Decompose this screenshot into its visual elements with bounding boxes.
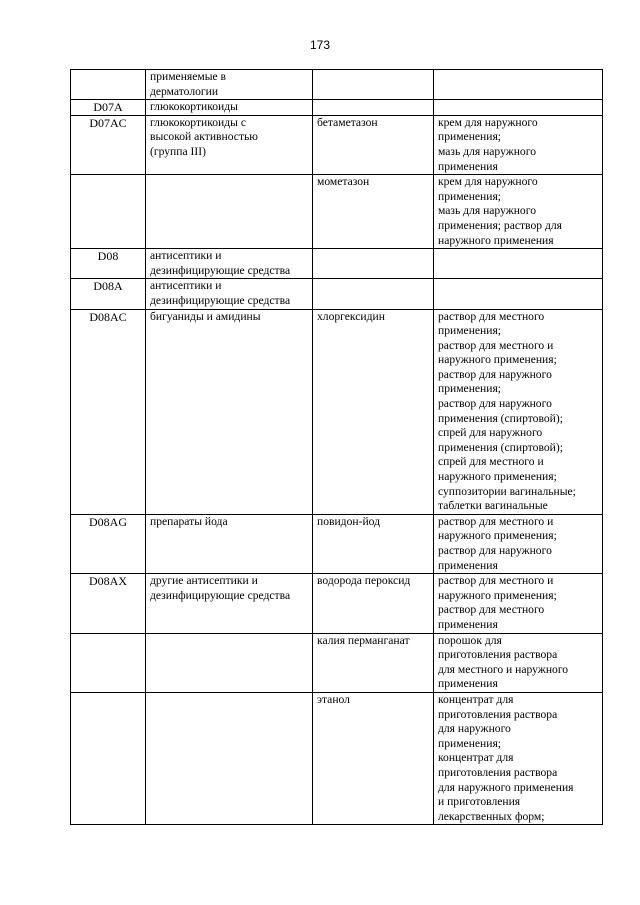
text-line: раствор для наружного	[438, 397, 552, 411]
text-line: повидон-йод	[317, 514, 381, 528]
text-line: применения (спиртовой);	[438, 411, 563, 425]
text-line: применяемые в	[150, 70, 227, 83]
text-line: раствор для местного	[438, 309, 545, 323]
atc-code-cell	[71, 692, 146, 824]
atc-code-cell	[71, 175, 146, 249]
group-name-cell	[146, 115, 313, 174]
dosage-forms-cell	[434, 100, 603, 116]
text-line: спрей для наружного	[438, 426, 543, 440]
text-line: приготовления раствора	[438, 765, 558, 779]
table-row	[71, 633, 603, 692]
page-number: 173	[309, 38, 331, 52]
text-line: и приготовления	[438, 795, 521, 809]
atc-code-cell: D07A	[71, 100, 146, 116]
text-line: мометазон	[317, 175, 370, 189]
atc-code-cell: D08AX	[71, 574, 146, 633]
text-line: высокой активностью	[150, 130, 258, 144]
table-row	[71, 249, 603, 279]
group-name-cell	[146, 514, 313, 573]
dosage-forms-cell	[434, 309, 603, 514]
atc-code-cell: D08AG	[71, 514, 146, 573]
text-line: суппозитории вагинальные;	[438, 484, 576, 498]
medicines-table	[70, 69, 603, 825]
text-line: мазь для наружного	[438, 204, 536, 218]
group-name-cell	[146, 249, 313, 279]
text-line: применения	[438, 159, 498, 173]
table-row	[71, 574, 603, 633]
atc-code-cell: D08AC	[71, 309, 146, 514]
text-line: дезинфицирующие средства	[150, 263, 291, 277]
text-line: антисептики и	[150, 249, 222, 263]
table-row	[71, 100, 603, 116]
dosage-forms-cell	[434, 692, 603, 824]
text-line: таблетки вагинальные	[438, 499, 548, 513]
atc-code-cell	[71, 633, 146, 692]
atc-code-cell	[71, 70, 146, 100]
text-line: наружного применения;	[438, 470, 557, 484]
text-line: этанол	[317, 692, 350, 706]
group-name-cell	[146, 279, 313, 309]
drug-name-cell	[313, 175, 434, 249]
dosage-forms-cell	[434, 175, 603, 249]
text-line: порошок для	[438, 633, 502, 647]
table-row	[71, 115, 603, 174]
text-line: наружного применения;	[438, 529, 557, 543]
group-name-cell	[146, 309, 313, 514]
text-line: для местного и наружного	[438, 662, 569, 676]
text-line: концентрат для	[438, 751, 514, 765]
group-name-cell	[146, 574, 313, 633]
drug-name-cell	[313, 309, 434, 514]
text-line: приготовления раствора	[438, 648, 558, 662]
text-line: глюкокортикоиды с	[150, 115, 246, 129]
text-line: концентрат для	[438, 692, 514, 706]
text-line: раствор для местного и	[438, 338, 554, 352]
drug-name-cell	[313, 249, 434, 279]
text-line: бигуаниды и амидины	[150, 309, 261, 323]
text-line: (группа III)	[150, 144, 206, 158]
drug-name-cell	[313, 100, 434, 116]
text-line: спрей для местного и	[438, 455, 544, 469]
drug-name-cell	[313, 692, 434, 824]
table-row	[71, 309, 603, 514]
text-line: антисептики и	[150, 279, 222, 293]
text-line: применения	[438, 558, 498, 572]
drug-name-cell	[313, 633, 434, 692]
text-line: раствор для местного	[438, 603, 545, 617]
table-row	[71, 70, 603, 100]
table-row	[71, 692, 603, 824]
table-row	[71, 279, 603, 309]
text-line: применения (спиртовой);	[438, 440, 563, 454]
group-name-cell	[146, 175, 313, 249]
drug-name-cell	[313, 574, 434, 633]
text-line: применения;	[438, 736, 502, 750]
text-line: раствор для местного и	[438, 514, 554, 528]
table-body	[71, 70, 603, 825]
text-line: водорода пероксид	[317, 574, 411, 588]
text-line: наружного применения;	[438, 353, 557, 367]
text-line: дерматологии	[150, 84, 219, 98]
text-line: дезинфицирующие средства	[150, 293, 291, 307]
drug-name-cell	[313, 279, 434, 309]
dosage-forms-cell	[434, 115, 603, 174]
text-line: калия перманганат	[317, 633, 410, 647]
dosage-forms-cell	[434, 249, 603, 279]
atc-code-cell: D08	[71, 249, 146, 279]
text-line: применения;	[438, 324, 502, 338]
text-line: дезинфицирующие средства	[150, 588, 291, 602]
text-line: мазь для наружного	[438, 144, 536, 158]
text-line: для наружного применения	[438, 780, 574, 794]
text-line: применения;	[438, 189, 502, 203]
text-line: другие антисептики и	[150, 574, 258, 588]
table-row	[71, 175, 603, 249]
dosage-forms-cell	[434, 279, 603, 309]
text-line: крем для наружного	[438, 175, 538, 189]
group-name-cell	[146, 100, 313, 116]
text-line: применения	[438, 677, 498, 691]
dosage-forms-cell	[434, 574, 603, 633]
text-line: раствор для местного и	[438, 574, 554, 588]
dosage-forms-cell	[434, 514, 603, 573]
text-line: применения;	[438, 130, 502, 144]
text-line: бетаметазон	[317, 115, 378, 129]
text-line: для наружного	[438, 722, 511, 736]
group-name-cell	[146, 70, 313, 100]
text-line: наружного применения;	[438, 588, 557, 602]
group-name-cell	[146, 633, 313, 692]
text-line: лекарственных форм;	[438, 809, 545, 823]
text-line: препараты йода	[150, 514, 228, 528]
text-line: применения; раствор для	[438, 218, 562, 232]
text-line: крем для наружного	[438, 115, 538, 129]
dosage-forms-cell	[434, 633, 603, 692]
text-line: раствор для наружного	[438, 367, 552, 381]
text-line: применения	[438, 617, 498, 631]
group-name-cell	[146, 692, 313, 824]
text-line: наружного применения	[438, 233, 554, 247]
dosage-forms-cell	[434, 70, 603, 100]
drug-name-cell	[313, 70, 434, 100]
table-row	[71, 514, 603, 573]
text-line: хлоргексидин	[317, 309, 385, 323]
text-line: раствор для наружного	[438, 544, 552, 557]
text-line: глюкокортикоиды	[150, 100, 238, 114]
drug-name-cell	[313, 514, 434, 573]
atc-code-cell: D08A	[71, 279, 146, 309]
drug-name-cell	[313, 115, 434, 174]
atc-code-cell: D07AC	[71, 115, 146, 174]
text-line: применения;	[438, 382, 502, 396]
text-line: приготовления раствора	[438, 707, 558, 721]
